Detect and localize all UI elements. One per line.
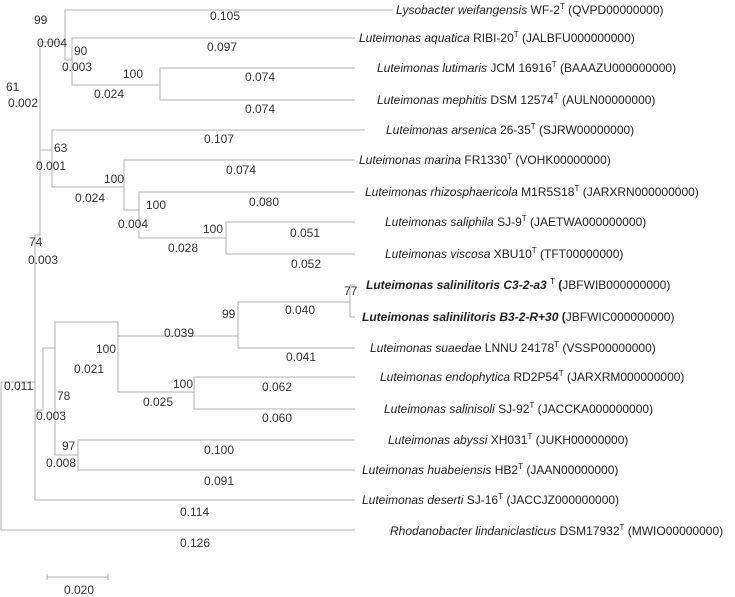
node-100-rhizo-stem [124, 187, 139, 210]
branch-length-label: 0.097 [207, 40, 238, 54]
branch-length-label: 0.074 [245, 102, 276, 116]
rhizo-branch [139, 192, 355, 210]
branch-length-label: 0.051 [290, 226, 321, 240]
taxon-label-luteimonas-lutimaris: Luteimonas lutimaris JCM $16916^T$ (BAAAZU000000000) [377, 60, 677, 75]
bootstrap-label: 74 [29, 235, 43, 249]
viscosa-branch [226, 238, 355, 254]
branch-length-label: 0.040 [285, 303, 316, 317]
taxon-label-rhodanobacter-lindaniclasticus: Rhodanobacter lindaniclasticus $DSM17932^T$ (MWIO00000000) [390, 523, 724, 538]
taxon-label-luteimonas-marina: Luteimonas marina $FR1330^T$ (VOHK00000000) [359, 152, 611, 167]
taxon-label-salinilitoris-b3: Luteimonas salinilitoris B3-2-R+30 (JBFWIC000000000) [362, 310, 675, 324]
taxon-label-luteimonas-rhizosphaericola: Luteimonas rhizosphaericola $M1R5S18^T$ (JARXRN000000000) [365, 184, 699, 199]
taxon-label-luteimonas-huabeiensis: Luteimonas huabeiensis $HB2^T$ (JAAN00000000) [362, 462, 619, 477]
bootstrap-label: 99 [222, 307, 236, 321]
bootstrap-label: 63 [54, 141, 68, 155]
bootstrap-label: 61 [6, 80, 20, 94]
bootstrap-label: 99 [34, 13, 48, 27]
bootstrap-label: 90 [74, 44, 88, 58]
b3-branch [350, 302, 355, 317]
branch-length-label: 0.001 [36, 159, 67, 173]
taxon-label-luteimonas-aquatica: Luteimonas aquatica RIBI-$20^T$ (JALBFU000000000) [359, 30, 635, 45]
suaedae-branch [238, 336, 355, 348]
taxon-label-luteimonas-mephitis: Luteimonas mephitis DSM $12574^T$ (AULN00000000) [377, 92, 656, 107]
branch-length-label: 0.004 [37, 36, 68, 50]
branch-length-label: 0.107 [204, 132, 235, 146]
bootstrap-label: 100 [123, 67, 144, 81]
branch-length-label: 0.074 [226, 163, 257, 177]
branch-length-label: 0.024 [94, 87, 125, 101]
bootstrap-label: 100 [96, 342, 117, 356]
branch-length-label: 0.105 [210, 9, 241, 23]
taxon-label-luteimonas-suaedae: Luteimonas suaedae LNNU $24178^T$ (VSSP00000000) [370, 340, 656, 355]
branch-length-label: 0.003 [62, 60, 93, 74]
branch-length-label: 0.080 [249, 195, 280, 209]
branch-length-label: 0.052 [291, 257, 322, 271]
bootstrap-label: 100 [173, 377, 194, 391]
bootstrap-label: 78 [57, 389, 71, 403]
scale-bar-line [47, 574, 108, 580]
salinisoli-branch [194, 392, 355, 409]
bootstrap-label: 100 [203, 222, 224, 236]
deserti-branch [35, 382, 355, 500]
taxon-label-salinilitoris-c3: Luteimonas salinilitoris C3-2-a3 $^T$ (JBFWIB000000000) [366, 277, 671, 292]
branch-length-label: 0.028 [168, 241, 199, 255]
taxon-label-luteimonas-arsenica: Luteimonas arsenica $26-35^T$ (SJRW00000000) [386, 122, 635, 137]
branch-length-labels [4, 9, 321, 550]
branch-length-label: 0.074 [245, 70, 276, 84]
branch-length-label: 0.008 [46, 456, 77, 470]
branch-length-label: 0.041 [286, 350, 317, 364]
branch-length-label: 0.024 [75, 191, 106, 205]
branch-length-label: 0.060 [262, 411, 293, 425]
tree-branches [1, 10, 393, 580]
bootstrap-label: 97 [62, 439, 76, 453]
huabeiensis-branch [78, 455, 355, 470]
bootstrap-label: 100 [146, 198, 167, 212]
scale-bar-label: 0.020 [64, 583, 95, 597]
bootstrap-label: 100 [104, 172, 125, 186]
branch-length-label: 0.126 [180, 536, 211, 550]
taxon-label-luteimonas-viscosa: Luteimonas viscosa $XBU10^T$ (TFT00000000) [385, 246, 624, 261]
branch-length-label: 0.062 [262, 380, 293, 394]
bootstrap-label: 77 [344, 284, 358, 298]
taxon-label-luteimonas-deserti: Luteimonas deserti $SJ-16^T$ (JACCJZ000000000) [362, 492, 620, 507]
taxon-label-luteimonas-endophytica: Luteimonas endophytica $RD2P54^T$ (JARXRM000000000) [380, 369, 685, 384]
taxon-label-luteimonas-salinisoli: Luteimonas salinisoli $SJ-92^T$ (JACCKA000000000) [384, 401, 654, 416]
node-78-stem [43, 348, 55, 410]
taxon-label-lysobacter-weifangensis: Lysobacter weifangensis $WF-2^T$ (QVPD00000000) [396, 2, 664, 17]
branch-length-label: 0.091 [204, 474, 235, 488]
branch-length-label: 0.011 [4, 379, 34, 393]
branch-length-label: 0.039 [164, 326, 195, 340]
branch-length-label: 0.100 [204, 443, 235, 457]
branch-length-label: 0.003 [36, 409, 67, 423]
taxon-label-luteimonas-abyssi: Luteimonas abyssi $XH031^T$ (JUKH00000000) [388, 432, 629, 447]
branch-length-label: 0.002 [8, 96, 39, 110]
mephitis-branch [160, 85, 355, 100]
taxon-label-luteimonas-saliphila: Luteimonas saliphila $SJ-9^T$ (JAETWA000000000) [385, 214, 647, 229]
branch-length-label: 0.004 [118, 217, 149, 231]
branch-length-label: 0.114 [180, 505, 210, 519]
taxon-labels [359, 2, 723, 538]
branch-length-label: 0.021 [74, 362, 105, 376]
node-63-stem [40, 95, 52, 150]
branch-length-label: 0.003 [28, 253, 59, 267]
branch-length-label: 0.025 [143, 395, 174, 409]
